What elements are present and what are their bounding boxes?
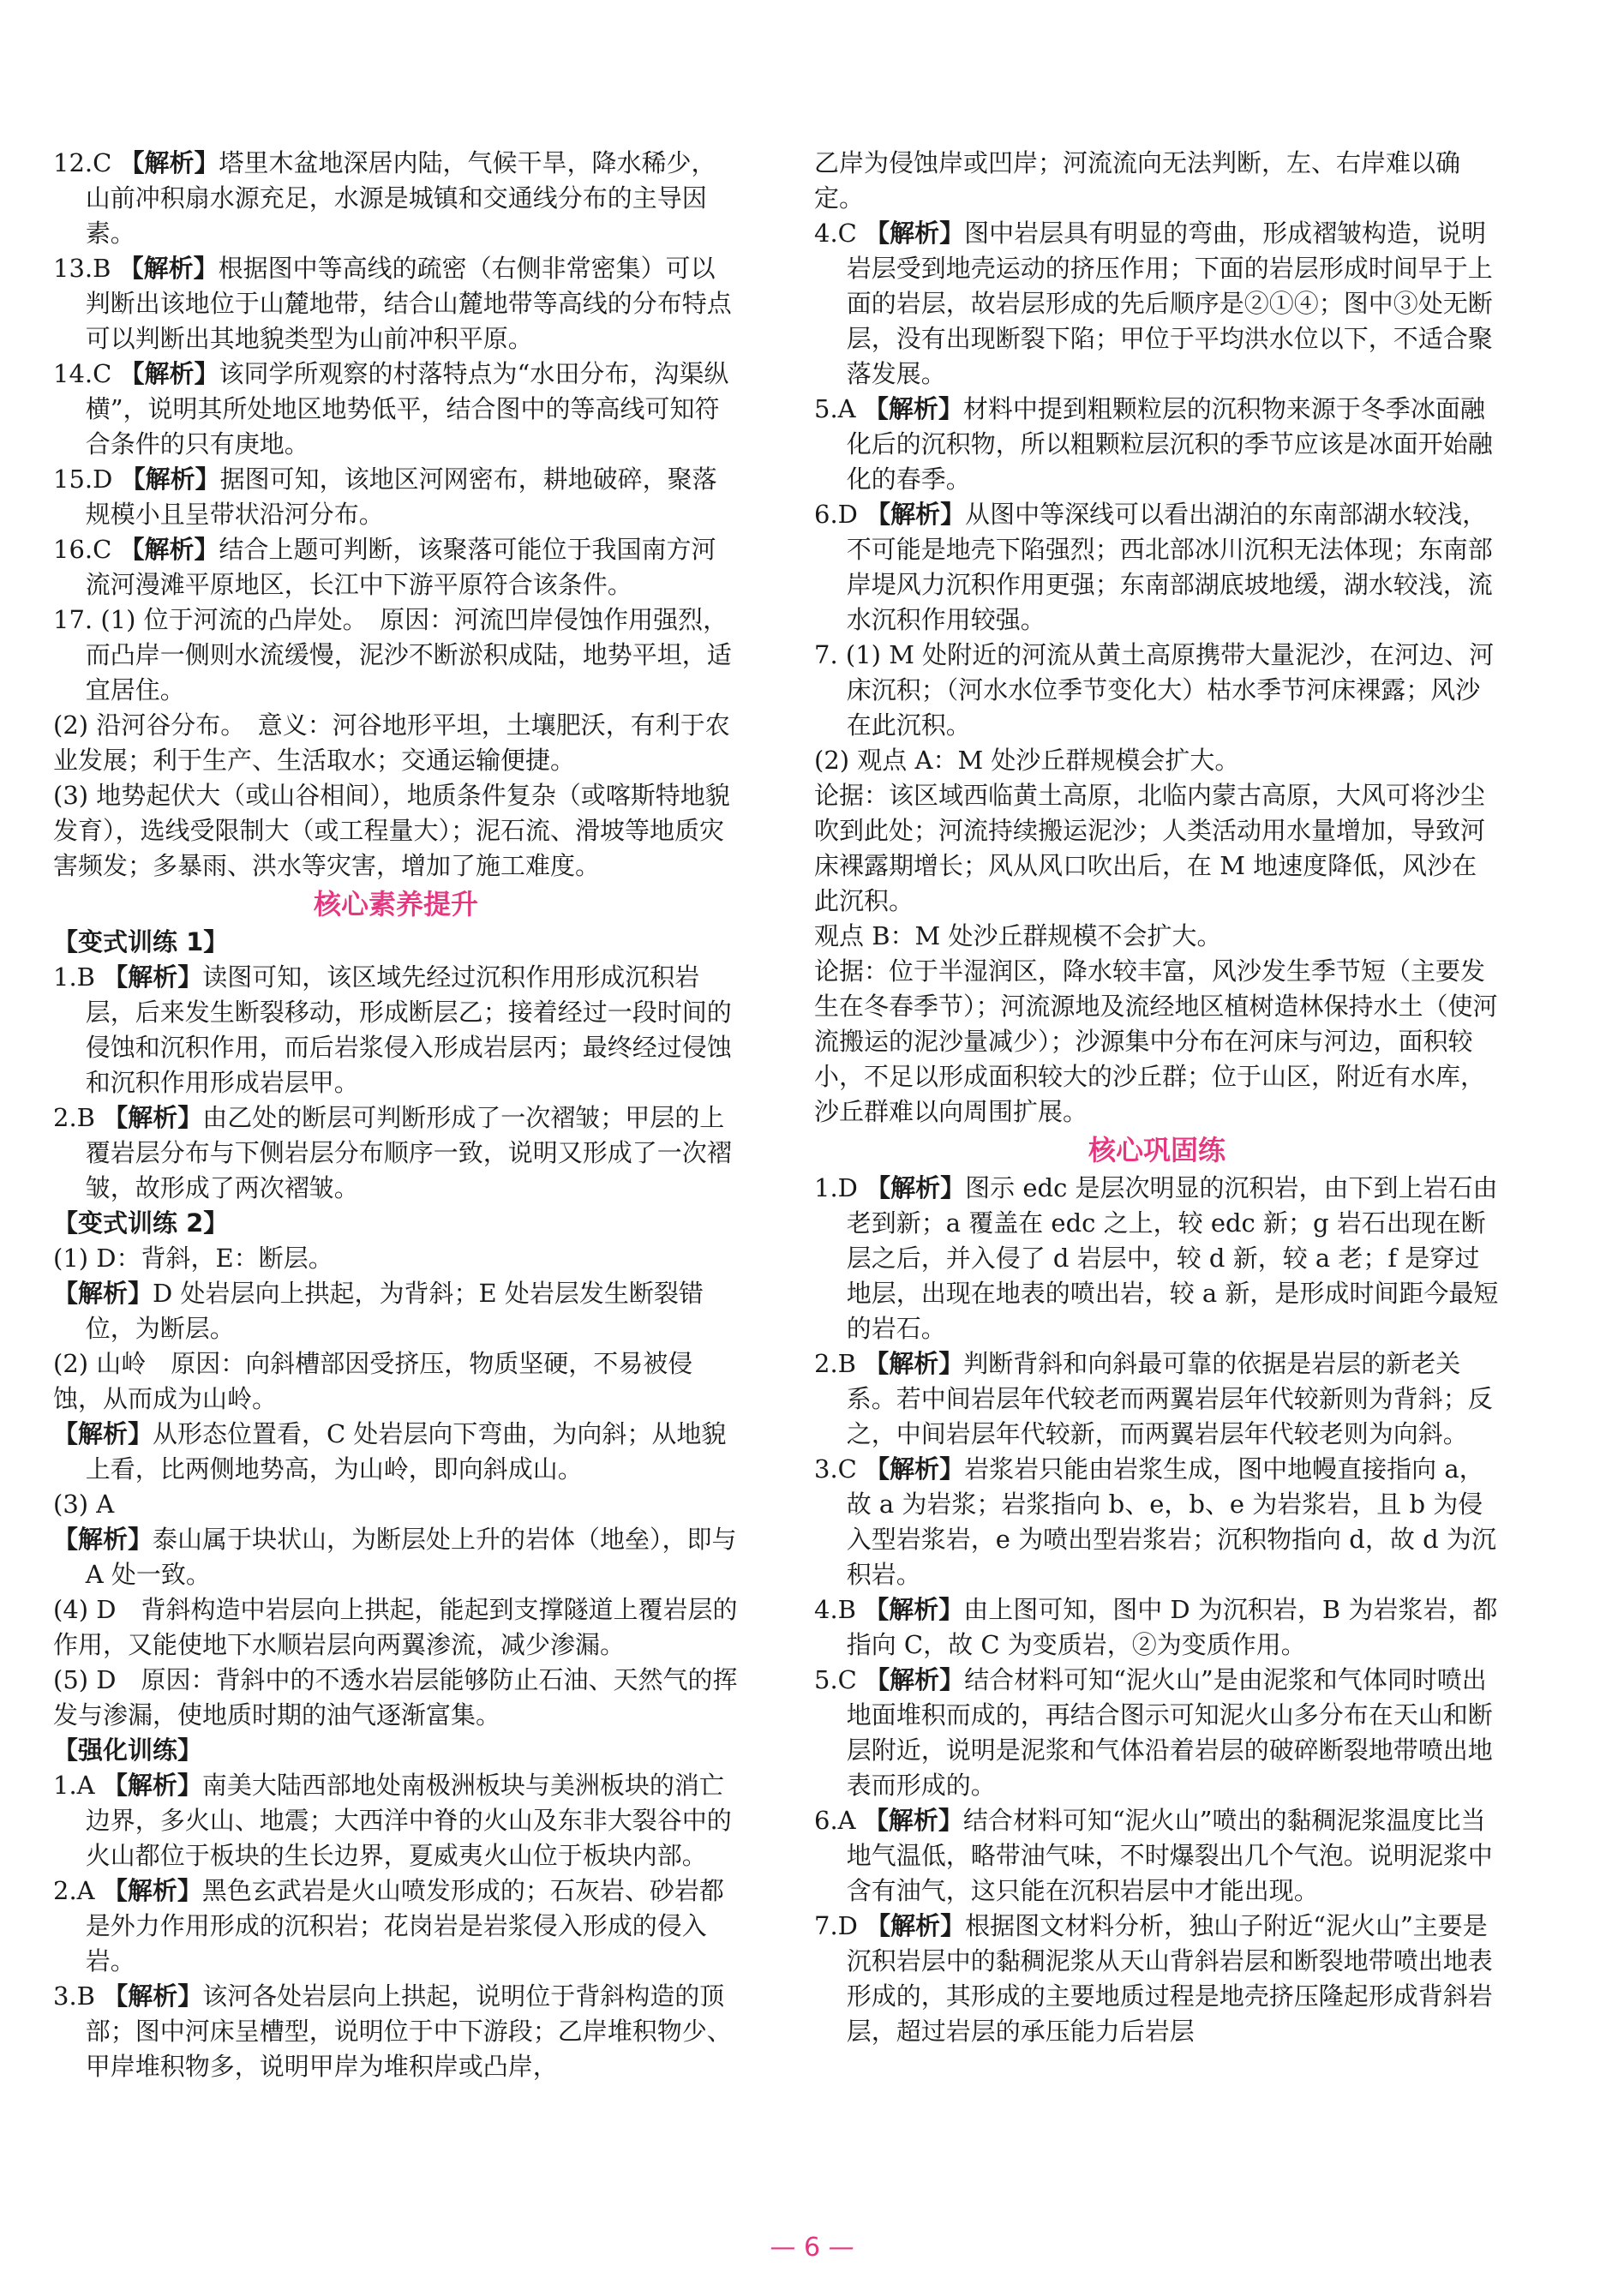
- answer-number: 7.D: [814, 1911, 858, 1940]
- answer-item: [53, 602, 739, 708]
- answer-item: [814, 1663, 1500, 1803]
- answer-text: (4) D 背斜构造中岩层向上拱起，能起到支撑隧道上覆岩层的作用，又能使地下水顺岩层向两翼渗流，减少渗漏。: [53, 1595, 738, 1659]
- answer-text: 从形态位置看，C 处岩层向下弯曲，为向斜；从地貌上看，比两侧地势高，为山岭，即向斜成山。: [85, 1419, 727, 1484]
- answer-text: 该河各处岩层向上拱起，说明位于背斜构造的顶部；图中河床呈槽型，说明位于中下游段；乙岸堆积物少、甲岸堆积物多，说明甲岸为堆积岸或凸岸，: [85, 1981, 732, 2081]
- answer-text: 从图中等深线可以看出湖泊的东南部湖水较浅，不可能是地壳下陷强烈；西北部冰川沉积无法体现；东南部岸堤风力沉积作用更强；东南部湖底坡地缓，湖水较浅，流水沉积作用较强。: [846, 500, 1493, 634]
- answer-text: D 处岩层向上拱起，为背斜；E 处岩层发生断裂错位，为断层。: [85, 1279, 704, 1343]
- answer-item: [53, 462, 739, 532]
- answer-item: [814, 1452, 1500, 1592]
- answer-text: 黑色玄武岩是火山喷发形成的；石灰岩、砂岩都是外力作用形成的沉积岩；花岗岩是岩浆侵入形成的侵入岩。: [85, 1876, 724, 1975]
- drill-heading: 【变式训练 1】: [53, 927, 229, 956]
- analysis-tag: 【解析】: [865, 1454, 965, 1484]
- answer-number: 12.C: [53, 148, 112, 177]
- answer-text: (2) 观点 A：M 处沙丘群规模会扩大。: [814, 746, 1240, 775]
- analysis-tag: 【解析】: [865, 219, 965, 248]
- answer-item: [53, 1522, 739, 1592]
- analysis-tag: 【解析】: [119, 148, 219, 177]
- answer-text: 观点 B：M 处沙丘群规模不会扩大。: [814, 921, 1222, 950]
- answer-number: 7.: [814, 640, 838, 669]
- answer-number: 14.C: [53, 359, 112, 388]
- page-number: — 6 —: [770, 2233, 854, 2263]
- answer-number: 5.A: [814, 394, 856, 423]
- answer-text: (2) 山岭 原因：向斜槽部因受挤压，物质坚硬，不易被侵蚀，从而成为山岭。: [53, 1349, 693, 1413]
- answer-number: 1.A: [53, 1771, 95, 1800]
- analysis-tag: 【解析】: [865, 1665, 965, 1694]
- answer-number: 15.D: [53, 465, 113, 494]
- answer-number: 3.B: [53, 1981, 95, 2011]
- analysis-tag: 【解析】: [103, 1103, 203, 1132]
- analysis-tag: 【解析】: [864, 1595, 964, 1624]
- answer-number: 3.C: [814, 1454, 857, 1484]
- analysis-tag: 【解析】: [53, 1279, 153, 1308]
- answer-text: (5) D 原因：背斜中的不透水岩层能够防止石油、天然气的挥发与渗漏，使地质时期的油气逐渐富集。: [53, 1665, 738, 1729]
- answer-text: 根据图中等高线的疏密（右侧非常密集）可以判断出该地位于山麓地带，结合山麓地带等高线的分布特点可以判断出其地貌类型为山前冲积平原。: [85, 254, 732, 353]
- answer-number: 6.A: [814, 1806, 856, 1835]
- answer-text: 由乙处的断层可判断形成了一次褶皱；甲层的上覆岩层分布与下侧岩层分布顺序一致，说明又形成了一次褶皱，故形成了两次褶皱。: [85, 1103, 732, 1202]
- answer-text: (3) A: [53, 1490, 115, 1519]
- analysis-tag: 【解析】: [863, 394, 963, 423]
- answer-number: 2.B: [53, 1103, 95, 1132]
- answer-number: 17.: [53, 605, 93, 634]
- analysis-tag: 【解析】: [53, 1525, 153, 1554]
- answer-text: 图示 edc 是层次明显的沉积岩，由下到上岩石由老到新；a 覆盖在 edc 之上，较 edc 新；g 岩石出现在断层之后，并入侵了 d 岩层中，较 d 新，较 a 老；f 是穿过地层，出现在地表的喷出岩，较 a 新，是形成时间距今最短的岩石。: [846, 1173, 1499, 1343]
- answer-text: (3) 地势起伏大（或山谷相间），地质条件复杂（或喀斯特地貌发育），选线受限制大（或工程量大）；泥石流、滑坡等地质灾害频发；多暴雨、洪水等灾害，增加了施工难度。: [53, 781, 730, 880]
- answer-text: 论据：该区域西临黄土高原，北临内蒙古高原，大风可将沙尘吹到此处；河流持续搬运泥沙；人类活动用水量增加，导致河床裸露期增长；风从风口吹出后，在 M 地速度降低，风沙在此沉积。: [814, 781, 1486, 915]
- answer-number: 1.B: [53, 962, 95, 992]
- analysis-tag: 【解析】: [119, 535, 219, 564]
- analysis-tag: 【解析】: [863, 1806, 963, 1835]
- answer-text: 结合上题可判断，该聚落可能位于我国南方河流河漫滩平原地区，长江中下游平原符合该条件。: [85, 535, 716, 599]
- answer-text: 材料中提到粗颗粒层的沉积物来源于冬季冰面融化后的沉积物，所以粗颗粒层沉积的季节应该是冰面开始融化的春季。: [846, 394, 1493, 494]
- answer-item: [53, 1100, 739, 1206]
- answer-number: 13.B: [53, 254, 111, 283]
- answer-text: 读图可知，该区域先经过沉积作用形成沉积岩层，后来发生断裂移动，形成断层乙；接着经过一段时间的侵蚀和沉积作用，而后岩浆侵入形成岩层丙；最终经过侵蚀和沉积作用形成岩层甲。: [85, 962, 732, 1097]
- section-title: 核心素养提升: [313, 888, 478, 920]
- analysis-tag: 【解析】: [103, 962, 203, 992]
- right-column: [814, 146, 1500, 2049]
- drill-heading: 【强化训练】: [53, 1735, 203, 1765]
- section-title: 核心巩固练: [1088, 1134, 1225, 1166]
- answer-text: 岩浆岩只能由岩浆生成，图中地幔直接指向 a，故 a 为岩浆；岩浆指向 b、e，b、e 为岩浆岩，且 b 为侵入型岩浆岩，e 为喷出型岩浆岩；沉积物指向 d，故 d 为沉积岩。: [846, 1454, 1496, 1589]
- answer-number: 5.C: [814, 1665, 857, 1694]
- drill-heading: 【变式训练 2】: [53, 1208, 229, 1238]
- answer-text: 结合材料可知“泥火山”喷出的黏稠泥浆温度比当地气温低，略带油气味，不时爆裂出几个气泡。说明泥浆中含有油气，这只能在沉积岩层中才能出现。: [846, 1806, 1493, 1905]
- answer-item: [53, 960, 739, 1100]
- answer-number: 6.D: [814, 500, 858, 529]
- left-column: [53, 146, 739, 2084]
- answer-text: 该同学所观察的村落特点为“水田分布，沟渠纵横”，说明其所处地区地势低平，结合图中的等高线可知符合条件的只有庚地。: [85, 359, 729, 459]
- answer-text: 乙岸为侵蚀岸或凹岸；河流流向无法判断，左、右岸难以确定。: [814, 148, 1461, 213]
- analysis-tag: 【解析】: [53, 1419, 153, 1448]
- answer-number: 2.B: [814, 1349, 856, 1378]
- answer-text: 南美大陆西部地处南极洲板块与美洲板块的消亡边界，多火山、地震；大西洋中脊的火山及东非大裂谷中的火山都位于板块的生长边界，夏威夷火山位于板块内部。: [85, 1771, 732, 1870]
- analysis-tag: 【解析】: [120, 465, 220, 494]
- analysis-tag: 【解析】: [118, 254, 219, 283]
- answer-item: [814, 1346, 1500, 1452]
- answer-item: [814, 1171, 1500, 1346]
- answer-item: [53, 251, 739, 357]
- answer-text: 由上图可知，图中 D 为沉积岩，B 为岩浆岩，都指向 C，故 C 为变质岩，②为变质作用。: [846, 1595, 1498, 1659]
- answer-item: [53, 1768, 739, 1873]
- answer-text: (1) M 处附近的河流从黄土高原携带大量泥沙，在河边、河床沉积；（河水水位季节变化大）枯水季节河床裸露；风沙在此沉积。: [845, 640, 1495, 740]
- answer-item: [53, 1873, 739, 1979]
- answer-item: [814, 392, 1500, 497]
- analysis-tag: 【解析】: [866, 500, 966, 529]
- answer-text: (1) 位于河流的凸岸处。 原因：河流凹岸侵蚀作用强烈，而凸岸一侧则水流缓慢，泥沙不断淤积成陆，地势平坦，适宜居住。: [85, 605, 732, 704]
- answer-text: 论据：位于半湿润区，降水较丰富，风沙发生季节短（主要发生在冬春季节）；河流源地及流经地区植树造林保持水土（使河流搬运的泥沙量减少）；沙源集中分布在河床与河边，面积较小，不足以形成面积较大的沙丘群；位于山区，附近有水库，沙丘群难以向周围扩展。: [814, 956, 1498, 1126]
- answer-item: [814, 1909, 1500, 2049]
- answer-text: 塔里木盆地深居内陆，气候干旱，降水稀少，山前冲积扇水源充足，水源是城镇和交通线分布的主导因素。: [85, 148, 716, 248]
- answer-number: 2.A: [53, 1876, 95, 1905]
- answer-number: 4.C: [814, 219, 857, 248]
- answer-item: [814, 1592, 1500, 1663]
- answer-number: 4.B: [814, 1595, 856, 1624]
- analysis-tag: 【解析】: [866, 1911, 966, 1940]
- answer-text: (1) D：背斜，E：断层。: [53, 1244, 333, 1273]
- answer-item: [53, 1276, 739, 1346]
- answer-text: 图中岩层具有明显的弯曲，形成褶皱构造，说明岩层受到地壳运动的挤压作用；下面的岩层形成时间早于上面的岩层，故岩层形成的先后顺序是②①④；图中③处无断层，没有出现断裂下陷；甲位于平均洪水位以下，不适合聚落发展。: [846, 219, 1493, 388]
- answer-item: [53, 1417, 739, 1487]
- answer-item: [53, 146, 739, 251]
- answer-number: 1.D: [814, 1173, 858, 1202]
- answer-item: [814, 638, 1500, 743]
- answer-text: 泰山属于块状山，为断层处上升的岩体（地垒），即与 A 处一致。: [85, 1525, 737, 1589]
- answer-item: [814, 1803, 1500, 1909]
- answer-item: [814, 216, 1500, 392]
- analysis-tag: 【解析】: [102, 1771, 202, 1800]
- answer-text: 据图可知，该地区河网密布，耕地破碎，聚落规模小且呈带状沿河分布。: [85, 465, 717, 529]
- analysis-tag: 【解析】: [103, 1981, 203, 2011]
- answer-item: [53, 357, 739, 462]
- answer-item: [53, 532, 739, 602]
- answer-text: 根据图文材料分析，独山子附近“泥火山”主要是沉积岩层中的黏稠泥浆从天山背斜岩层和断裂地带喷出地表形成的，其形成的主要地质过程是地壳挤压隆起形成背斜岩层，超过岩层的承压能力后岩层: [846, 1911, 1493, 2046]
- analysis-tag: 【解析】: [102, 1876, 202, 1905]
- answer-text: 结合材料可知“泥火山”是由泥浆和气体同时喷出地面堆积而成的，再结合图示可知泥火山多分布在天山和断层附近，说明是泥浆和气体沿着岩层的破碎断裂地带喷出地表而形成的。: [846, 1665, 1493, 1800]
- answer-item: [53, 1979, 739, 2084]
- analysis-tag: 【解析】: [119, 359, 219, 388]
- analysis-tag: 【解析】: [864, 1349, 964, 1378]
- answer-number: 16.C: [53, 535, 112, 564]
- answer-text: 判断背斜和向斜最可靠的依据是岩层的新老关系。若中间岩层年代较老而两翼岩层年代较新则为背斜；反之，中间岩层年代较新，而两翼岩层年代较老则为向斜。: [846, 1349, 1493, 1448]
- analysis-tag: 【解析】: [866, 1173, 966, 1202]
- answer-text: (2) 沿河谷分布。 意义：河谷地形平坦，土壤肥沃，有利于农业发展；利于生产、生活取水；交通运输便捷。: [53, 710, 730, 775]
- answer-item: [814, 497, 1500, 638]
